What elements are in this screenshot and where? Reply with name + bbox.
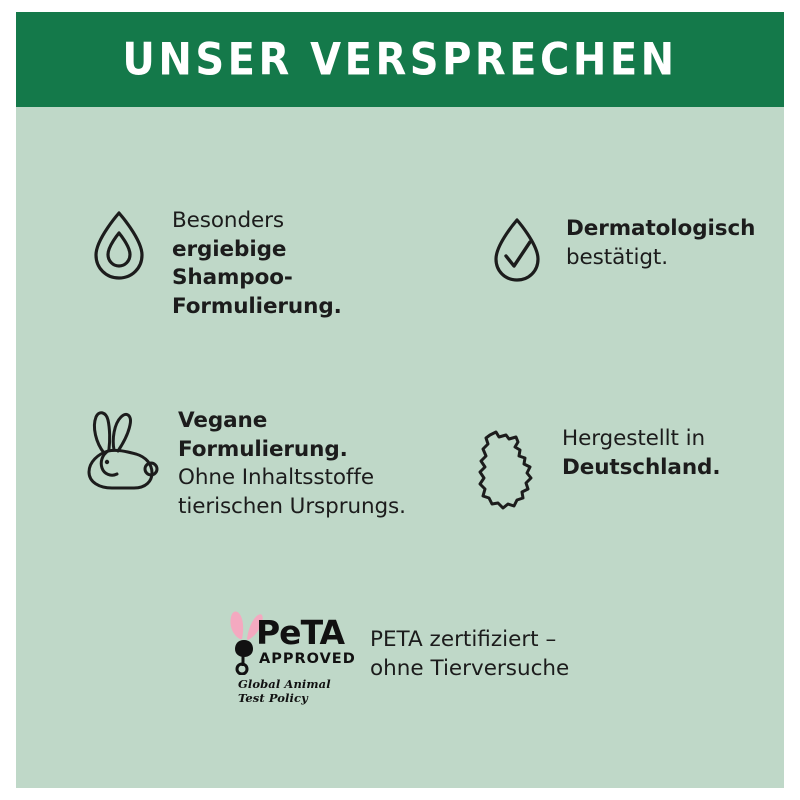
feature-text	[178, 407, 438, 521]
feature-line-3: Formulierung.	[172, 293, 342, 319]
feature-text	[562, 425, 720, 482]
features-area	[16, 107, 784, 788]
feature-text	[566, 215, 755, 272]
header-banner	[16, 12, 784, 107]
feature-line-1: Dermatologisch	[566, 216, 756, 241]
page-title: UNSER VERSPRECHEN	[122, 33, 678, 86]
peta-text	[370, 626, 569, 683]
feature-line-1: Besonders	[172, 208, 284, 233]
peta-line-2: ohne Tierversuche	[370, 656, 570, 681]
germany-map-icon	[468, 425, 544, 517]
droplet-check-icon	[486, 215, 548, 289]
feature-line-3: tierischen Ursprungs.	[178, 493, 406, 519]
feature-line-2: bestätigt.	[566, 244, 668, 270]
peta-approved-label: APPROVED	[259, 651, 356, 667]
feature-item-vegan-formula	[78, 407, 438, 521]
feature-item-dermatologically-tested	[486, 215, 776, 289]
feature-item-peta-certified	[226, 607, 646, 703]
feature-text	[172, 207, 414, 321]
feature-item-made-in-germany	[468, 425, 768, 517]
promo-card	[16, 12, 784, 788]
feature-line-1: Vegane Formulierung.	[178, 408, 348, 462]
feature-line-2: Deutschland.	[562, 454, 721, 480]
feature-line-2: ergiebige Shampoo-	[172, 236, 293, 291]
feature-item-shampoo-formula	[84, 207, 414, 321]
peta-word: PeTA	[256, 613, 345, 652]
droplet-icon	[84, 207, 154, 289]
peta-line-1: PETA zertifiziert –	[370, 627, 557, 653]
peta-approved-badge	[226, 607, 356, 703]
feature-line-1: Hergestellt in	[562, 426, 706, 451]
peta-policy-label: Global Animal Test Policy	[238, 677, 331, 705]
rabbit-icon	[78, 407, 160, 497]
feature-line-2: Ohne Inhaltsstoffe	[178, 465, 374, 491]
